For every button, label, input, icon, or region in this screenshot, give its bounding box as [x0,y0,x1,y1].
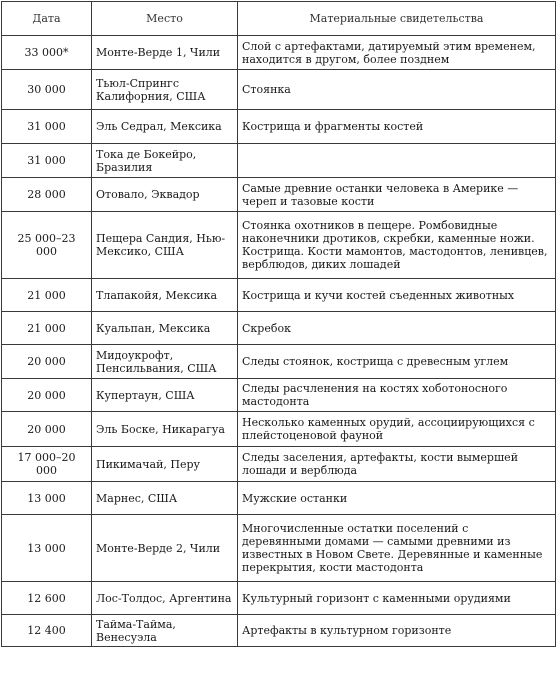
table-header-row [2,2,556,36]
place-cell: Пещера Сандия, Нью-Мексико, США [92,212,238,279]
evidence-cell: Самые древние останки человека в Америке — череп и тазовые кости [238,178,556,212]
date-cell: 12 600 [2,582,92,615]
place-cell: Тайма-Тайма, Венесуэла [92,615,238,647]
date-cell: 20 000 [2,379,92,412]
table-row [2,379,556,412]
table-row [2,412,556,447]
evidence-cell: Следы расчленения на костях хоботоносного мастодонта [238,379,556,412]
place-cell: Мидоукрофт, Пенсильвания, США [92,345,238,379]
date-cell: 25 000–23 000 [2,212,92,279]
table-row [2,178,556,212]
table-row [2,447,556,482]
date-cell: 20 000 [2,345,92,379]
table-row [2,110,556,144]
evidence-cell: Стоянка [238,70,556,110]
evidence-cell: Культурный горизонт с каменными орудиями [238,582,556,615]
place-cell: Отовало, Эквадор [92,178,238,212]
evidence-cell: Слой с артефактами, датируемый этим временем, находится в другом, более позднем [238,36,556,70]
date-cell: 31 000 [2,110,92,144]
date-cell: 33 000* [2,36,92,70]
place-cell: Эль Седрал, Мексика [92,110,238,144]
place-cell: Купертаун, США [92,379,238,412]
evidence-cell: Следы заселения, артефакты, кости вымершей лошади и верблюда [238,447,556,482]
header-evidence: Материальные свидетельства [238,2,556,36]
date-cell: 20 000 [2,412,92,447]
table-row [2,36,556,70]
table-row [2,279,556,312]
place-cell: Лос-Толдос, Аргентина [92,582,238,615]
date-cell: 30 000 [2,70,92,110]
evidence-cell: Кострища и фрагменты костей [238,110,556,144]
header-place: Место [92,2,238,36]
table-row [2,482,556,515]
evidence-cell: Кострища и кучи костей съеденных животных [238,279,556,312]
table-row [2,312,556,345]
date-cell: 12 400 [2,615,92,647]
evidence-cell: Артефакты в культурном горизонте [238,615,556,647]
place-cell: Монте-Верде 2, Чили [92,515,238,582]
header-date: Дата [2,2,92,36]
date-cell: 31 000 [2,144,92,178]
table-row [2,515,556,582]
table-row [2,70,556,110]
archaeological-sites-table [1,1,556,647]
table-row [2,212,556,279]
evidence-cell: Стоянка охотников в пещере. Ромбовидные наконечники дротиков, скребки, каменные ножи. Кострища. Кости мамонтов, мастодонтов, ленивцев, верблюдов, диких лошадей [238,212,556,279]
evidence-cell: Мужские останки [238,482,556,515]
evidence-cell: Следы стоянок, кострища с древесным углем [238,345,556,379]
place-cell: Куальпан, Мексика [92,312,238,345]
date-cell: 17 000–20 000 [2,447,92,482]
place-cell: Эль Боске, Никарагуа [92,412,238,447]
date-cell: 21 000 [2,312,92,345]
date-cell: 13 000 [2,482,92,515]
table-body [2,36,556,647]
place-cell: Пикимачай, Перу [92,447,238,482]
place-cell: Тока де Бокейро, Бразилия [92,144,238,178]
date-cell: 13 000 [2,515,92,582]
evidence-cell: Многочисленные остатки поселений с деревянными домами — самыми древними из известных в Новом Свете. Деревянные и каменные перекрытия, кости мастодонта [238,515,556,582]
evidence-cell [238,144,556,178]
date-cell: 21 000 [2,279,92,312]
date-cell: 28 000 [2,178,92,212]
evidence-cell: Скребок [238,312,556,345]
table-row [2,144,556,178]
evidence-cell: Несколько каменных орудий, ассоциирующихся с плейстоценовой фауной [238,412,556,447]
place-cell: Марнес, США [92,482,238,515]
place-cell: Монте-Верде 1, Чили [92,36,238,70]
place-cell: Тлапакойя, Мексика [92,279,238,312]
place-cell: Тьюл-Спрингс Калифорния, США [92,70,238,110]
table-row [2,615,556,647]
table-row [2,345,556,379]
table-row [2,582,556,615]
